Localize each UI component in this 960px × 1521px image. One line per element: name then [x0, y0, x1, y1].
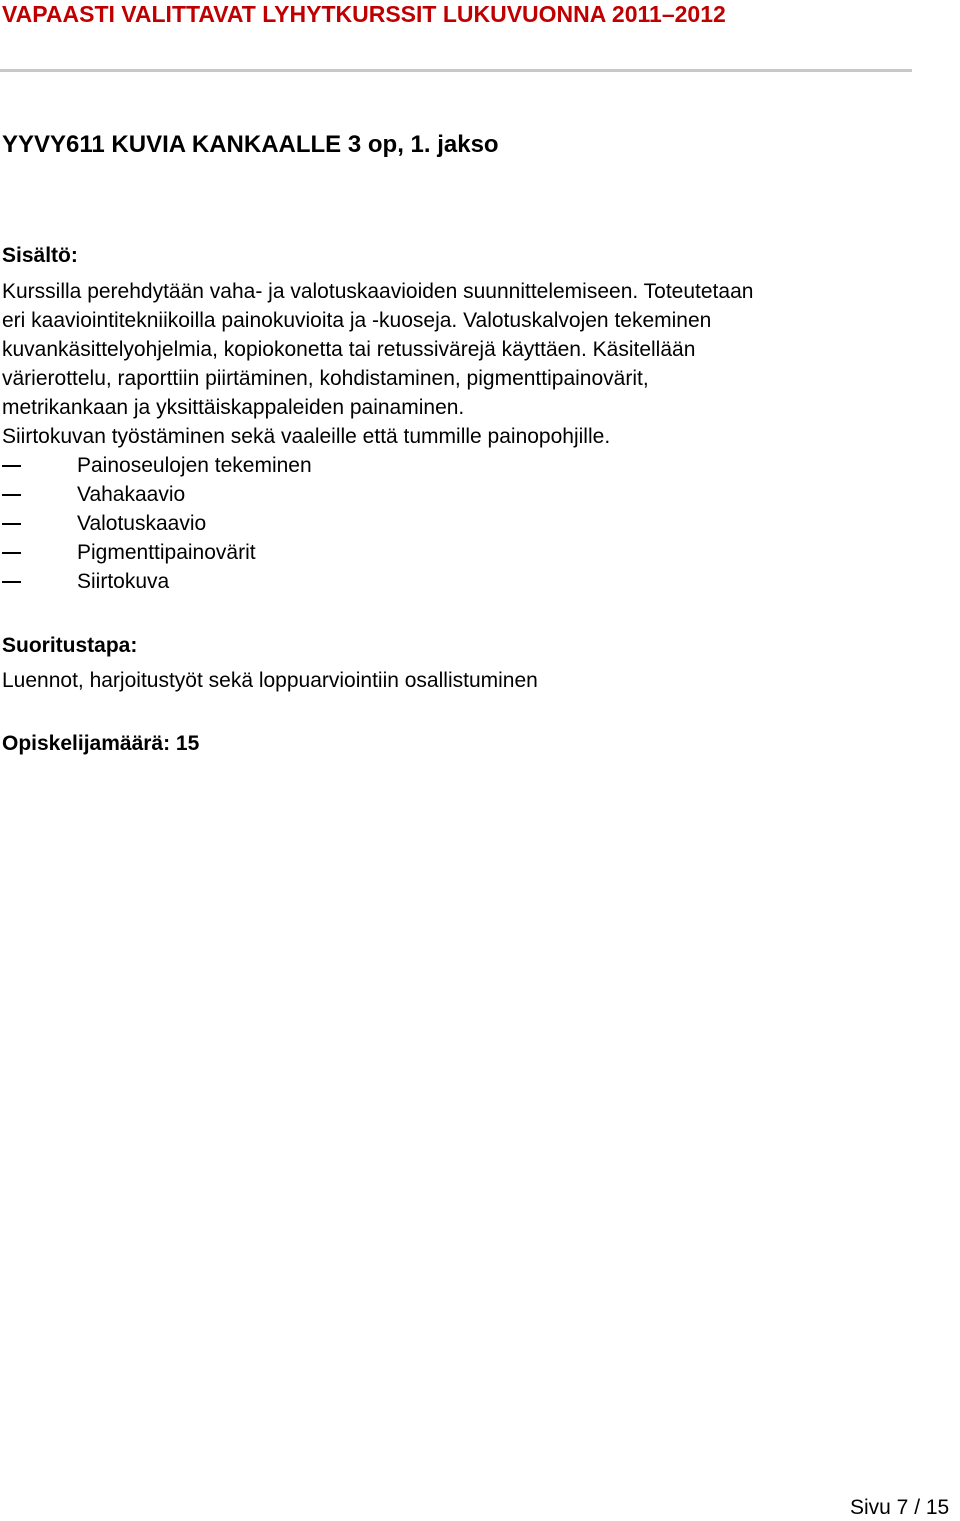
dash-bullet-icon: [2, 581, 21, 583]
content-line: Siirtokuvan työstäminen sekä vaaleille että tummille painopohjille.: [2, 425, 611, 448]
list-item-label: Siirtokuva: [77, 570, 170, 593]
content-paragraph: [2, 277, 753, 451]
dash-bullet-icon: [2, 465, 21, 467]
content-heading: Sisältö:: [2, 244, 78, 267]
course-title: YYVY611 KUVIA KANKAALLE 3 op, 1. jakso: [2, 131, 499, 158]
content-line: värierottelu, raporttiin piirtäminen, kohdistaminen, pigmenttipainovärit,: [2, 367, 649, 390]
page-number: Sivu 7 / 15: [850, 1496, 950, 1519]
list-item-label: Valotuskaavio: [77, 512, 207, 535]
content-line: Kurssilla perehdytään vaha- ja valotuskaavioiden suunnittelemiseen. Toteutetaan: [2, 280, 754, 303]
document-header-title: VAPAASTI VALITTAVAT LYHYTKURSSIT LUKUVUONNA 2011–2012: [2, 1, 726, 27]
dash-bullet-icon: [2, 552, 21, 554]
dash-bullet-icon: [2, 494, 21, 496]
method-heading: Suoritustapa:: [2, 634, 138, 657]
list-item-label: Pigmenttipainovärit: [77, 541, 256, 564]
list-item-label: Painoseulojen tekeminen: [77, 454, 312, 477]
content-line: eri kaaviointitekniikoilla painokuvioita ja -kuoseja. Valotuskalvojen tekeminen: [2, 309, 712, 332]
student-count: Opiskelijamäärä: 15: [2, 732, 200, 755]
list-item-label: Vahakaavio: [77, 483, 186, 506]
content-line: kuvankäsittelyohjelmia, kopiokonetta tai retussivärejä käyttäen. Käsitellään: [2, 338, 696, 361]
content-line: metrikankaan ja yksittäiskappaleiden painaminen.: [2, 396, 465, 419]
header-divider: [0, 69, 912, 72]
dash-bullet-icon: [2, 523, 21, 525]
method-text: Luennot, harjoitustyöt sekä loppuarviointiin osallistuminen: [2, 669, 538, 692]
